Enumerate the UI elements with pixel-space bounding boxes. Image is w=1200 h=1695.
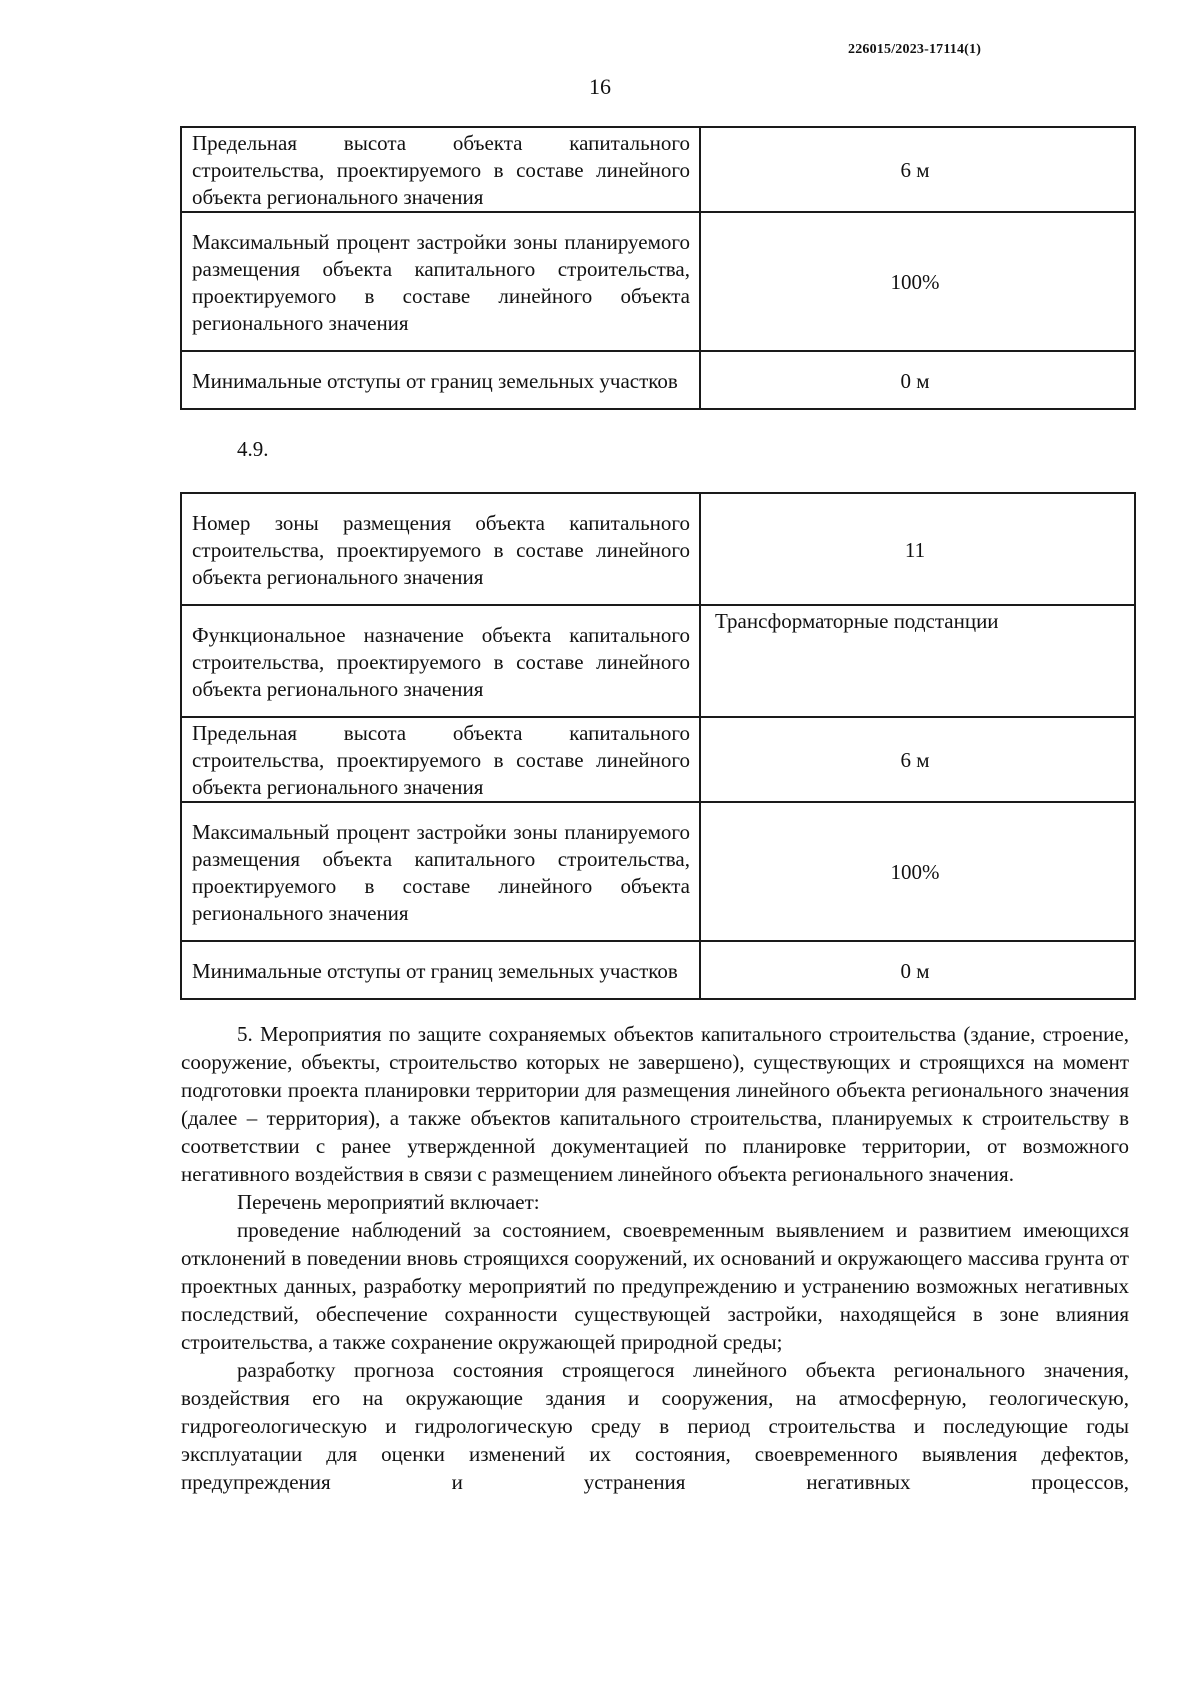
row-value: 6 м (700, 717, 1135, 802)
row-label: Предельная высота объекта капитального строительства, проектируемого в составе линейного объекта регионального значения (181, 717, 700, 802)
parameters-table-1 (180, 126, 1136, 410)
table-row (181, 802, 1135, 941)
row-value: 100% (700, 212, 1135, 351)
table-row (181, 493, 1135, 605)
paragraph-measures-intro: 5. Мероприятия по защите сохраняемых объектов капитального строительства (здание, строение, сооружение, объекты, строительство которых не завершено), существующих и строящихся на момент подготовки проекта планировки территории для размещения линейного объекта регионального значения (далее – территория), а также объектов капитального строительства, планируемых к строительству в соответствии с ранее утвержденной документацией по планировке территории, от возможного негативного воздействия в связи с размещением линейного объекта регионального значения. (181, 1022, 1129, 1186)
paragraph-observations: проведение наблюдений за состоянием, своевременным выявлением и развитием имеющихся отклонений в поведении вновь строящихся сооружений, их оснований и окружающего массива грунта от проектных данных, разработку мероприятий по предупреждению и устранению возможных негативных последствий, обеспечение сохранности существующей застройки, находящейся в зоне влияния строительства, а также сохранение окружающей природной среды; (181, 1218, 1129, 1354)
section-number: 4.9. (237, 437, 269, 461)
table-row (181, 941, 1135, 999)
body-text (181, 1020, 1129, 1496)
row-value: Трансформаторные подстанции (700, 605, 1135, 717)
parameters-table-2 (180, 492, 1136, 1000)
page-number: 16 (589, 74, 611, 99)
table-row (181, 605, 1135, 717)
row-label: Номер зоны размещения объекта капитального строительства, проектируемого в составе линейного объекта регионального значения (181, 493, 700, 605)
table-row (181, 717, 1135, 802)
paragraph-list-heading: Перечень мероприятий включает: (237, 1190, 540, 1214)
row-label: Минимальные отступы от границ земельных участков (181, 941, 700, 999)
row-value: 0 м (700, 351, 1135, 409)
table-row (181, 212, 1135, 351)
table-row (181, 127, 1135, 212)
table-row (181, 351, 1135, 409)
row-label: Минимальные отступы от границ земельных участков (181, 351, 700, 409)
row-value: 100% (700, 802, 1135, 941)
row-value: 11 (700, 493, 1135, 605)
row-label: Предельная высота объекта капитального строительства, проектируемого в составе линейного объекта регионального значения (181, 127, 700, 212)
paragraph-forecast: разработку прогноза состояния строящегося линейного объекта регионального значения, воздействия его на окружающие здания и сооружения, на атмосферную, геологическую, гидрогеологическую и гидрологическую среду в период строительства и последующие годы эксплуатации для оценки изменений их состояния, своевременного выявления дефектов, предупреждения и устранения негативных процессов, (181, 1358, 1129, 1494)
row-label: Максимальный процент застройки зоны планируемого размещения объекта капитального строительства, проектируемого в составе линейного объекта регионального значения (181, 212, 700, 351)
document-id: 226015/2023-17114(1) (848, 42, 982, 57)
row-label: Максимальный процент застройки зоны планируемого размещения объекта капитального строительства, проектируемого в составе линейного объекта регионального значения (181, 802, 700, 941)
row-label: Функциональное назначение объекта капитального строительства, проектируемого в составе линейного объекта регионального значения (181, 605, 700, 717)
row-value: 0 м (700, 941, 1135, 999)
row-value: 6 м (700, 127, 1135, 212)
